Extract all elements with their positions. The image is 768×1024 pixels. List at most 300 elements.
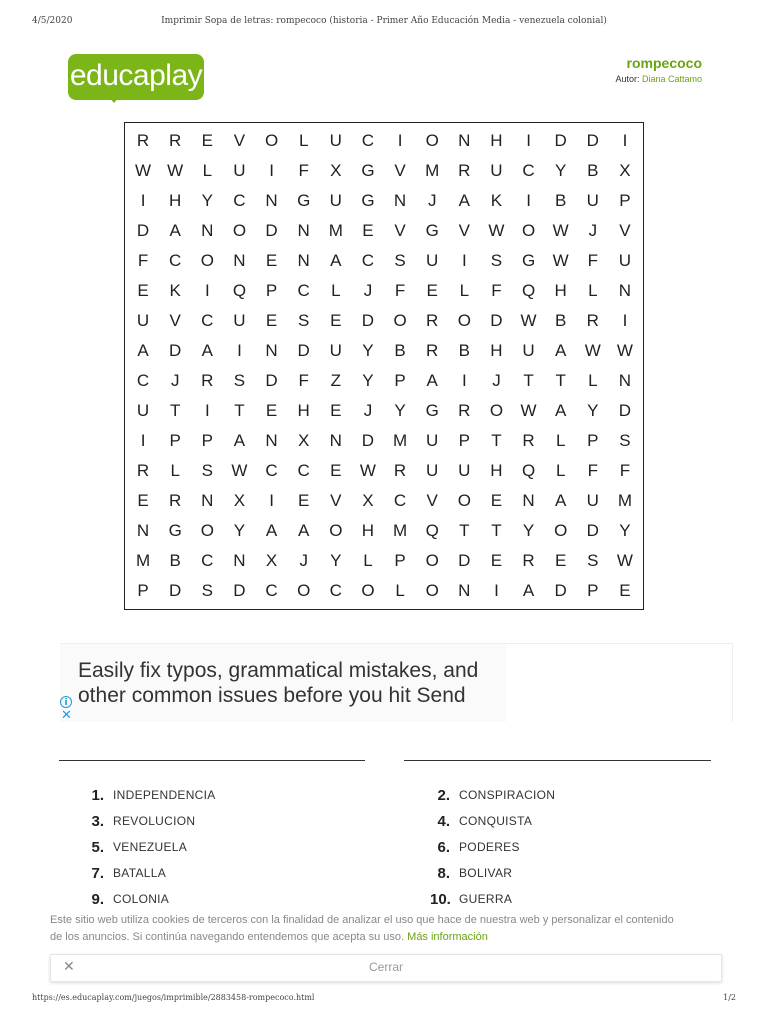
word-text: PODERES	[459, 840, 520, 854]
grid-cell: E	[137, 491, 149, 510]
grid-cell: R	[426, 341, 439, 360]
grid-cell: O	[361, 581, 375, 600]
grid-cell: Y	[362, 371, 374, 390]
grid-cell: H	[490, 461, 503, 480]
grid-cell: O	[457, 311, 471, 330]
cookie-close-label: Cerrar	[368, 960, 403, 974]
grid-cell: J	[299, 551, 308, 570]
cookie-close-button[interactable]	[50, 954, 722, 982]
grid-cell: B	[394, 341, 406, 360]
grid-cell: O	[457, 491, 471, 510]
grid-cell: W	[359, 461, 376, 480]
grid-cell: X	[233, 491, 246, 510]
grid-cell: B	[458, 341, 470, 360]
grid-cell: N	[522, 491, 535, 510]
grid-cell: W	[135, 161, 152, 180]
grid-cell: I	[526, 191, 531, 210]
grid-cell: T	[523, 371, 534, 390]
grid-cell: U	[136, 401, 150, 420]
grid-cell: T	[555, 371, 566, 390]
word-number: 4.	[437, 812, 450, 830]
grid-cell: D	[233, 581, 246, 600]
grid-cell: E	[330, 311, 342, 330]
grid-cell: D	[361, 311, 375, 330]
grid-cell: U	[522, 341, 535, 360]
grid-cell: T	[491, 431, 502, 450]
grid-cell: C	[136, 371, 150, 390]
grid-cell: A	[233, 431, 246, 450]
grid-cell: G	[425, 221, 439, 240]
grid-cell: D	[490, 311, 503, 330]
word-text: GUERRA	[459, 892, 513, 906]
grid-cell: L	[331, 281, 341, 300]
grid-cell: F	[587, 251, 598, 270]
grid-cell: T	[169, 401, 181, 420]
grid-cell: U	[426, 251, 439, 270]
grid-cell: D	[554, 581, 567, 600]
grid-cell: G	[361, 161, 375, 180]
grid-cell: Q	[521, 461, 536, 480]
grid-cell: V	[233, 131, 246, 150]
grid-cell: F	[587, 461, 598, 480]
grid-cell: S	[394, 251, 406, 270]
grid-cell: D	[136, 221, 150, 240]
grid-cell: O	[264, 131, 279, 150]
grid-cell: L	[202, 161, 213, 180]
grid-cell: I	[269, 161, 274, 180]
word-number: 2.	[437, 786, 450, 804]
grid-cell: E	[490, 551, 503, 570]
answer-line-right	[404, 760, 711, 761]
grid-cell: I	[622, 131, 628, 150]
grid-cell: P	[587, 431, 599, 450]
grid-cell: F	[298, 371, 309, 390]
grid-cell: T	[459, 521, 470, 540]
grid-cell: A	[265, 521, 278, 540]
word-list-item	[84, 808, 195, 834]
grid-cell: C	[393, 491, 407, 510]
grid-cell: G	[297, 191, 311, 210]
grid-cell: V	[169, 311, 181, 330]
grid-cell: V	[330, 491, 342, 510]
grid-cell: I	[140, 431, 146, 450]
grid-cell: X	[330, 161, 342, 180]
grid-cell: D	[169, 581, 182, 600]
print-url: https://es.educaplay.com/juegos/imprimible/2883458-rompecoco.html	[32, 993, 315, 1002]
grid-cell: H	[490, 341, 503, 360]
grid-cell: X	[298, 431, 310, 450]
grid-cell: M	[392, 431, 408, 450]
grid-cell: E	[265, 311, 278, 330]
close-icon[interactable]: ✕	[61, 708, 72, 722]
grid-cell: E	[265, 251, 278, 270]
grid-cell: O	[297, 581, 311, 600]
grid-cell: S	[201, 461, 213, 480]
grid-cell: C	[329, 581, 342, 600]
grid-cell: J	[492, 371, 501, 390]
word-text: INDEPENDENCIA	[113, 788, 216, 802]
grid-cell: N	[329, 431, 342, 450]
grid-cell: X	[362, 491, 374, 510]
grid-cell: C	[297, 281, 310, 300]
grid-cell: E	[555, 551, 567, 570]
grid-cell: B	[169, 551, 181, 570]
grid-cell: A	[555, 491, 567, 510]
grid-cell: P	[169, 431, 181, 450]
grid-cell: S	[490, 251, 503, 270]
game-author	[615, 74, 702, 84]
word-list-item	[430, 860, 512, 886]
ad-banner-blank	[506, 643, 733, 722]
author-label: Autor:	[615, 74, 640, 84]
grid-cell: D	[618, 401, 632, 420]
grid-cell: O	[393, 311, 407, 330]
grid-cell: Y	[555, 161, 567, 180]
grid-cell: E	[619, 581, 631, 600]
grid-cell: N	[618, 371, 632, 390]
grid-cell: O	[554, 521, 568, 540]
grid-cell: E	[330, 461, 342, 480]
grid-cell: X	[265, 551, 278, 570]
print-date: 4/5/2020	[32, 16, 73, 26]
grid-cell: W	[616, 551, 633, 570]
grid-cell: R	[426, 311, 439, 330]
grid-cell: U	[136, 311, 150, 330]
grid-cell: F	[394, 281, 406, 300]
grid-cell: R	[458, 161, 471, 180]
grid-cell: Y	[587, 401, 599, 420]
grid-cell: U	[233, 311, 246, 330]
word-text: VENEZUELA	[113, 840, 188, 854]
grid-cell: A	[555, 341, 567, 360]
grid-cell: W	[552, 251, 569, 270]
grid-cell: D	[586, 521, 599, 540]
grid-cell: B	[555, 191, 567, 210]
grid-cell: F	[137, 251, 149, 270]
grid-cell: I	[622, 311, 628, 330]
grid-cell: R	[522, 551, 535, 570]
grid-cell: I	[461, 251, 467, 270]
word-number: 7.	[91, 864, 104, 882]
grid-cell: L	[588, 281, 598, 300]
grid-cell: U	[586, 491, 599, 510]
grid-cell: E	[298, 491, 310, 510]
word-list-item	[430, 782, 555, 808]
grid-cell: F	[619, 461, 631, 480]
grid-cell: E	[426, 281, 438, 300]
grid-cell: L	[395, 581, 405, 600]
grid-cell: Y	[330, 551, 342, 570]
grid-cell: Q	[232, 281, 247, 300]
grid-cell: O	[200, 251, 214, 270]
grid-cell: J	[363, 401, 373, 420]
grid-cell: O	[425, 551, 439, 570]
cookie-notice	[50, 912, 680, 946]
grid-cell: C	[297, 461, 310, 480]
grid-cell: C	[201, 311, 214, 330]
grid-cell: H	[554, 281, 567, 300]
grid-cell: I	[204, 401, 210, 420]
grid-cell: O	[232, 221, 247, 240]
grid-cell: W	[584, 341, 601, 360]
grid-cell: O	[200, 521, 214, 540]
grid-cell: N	[297, 221, 310, 240]
grid-cell: X	[619, 161, 631, 180]
grid-cell: V	[394, 161, 406, 180]
grid-cell: N	[458, 131, 471, 150]
grid-cell: P	[458, 431, 470, 450]
grid-cell: I	[140, 191, 146, 210]
grid-cell: L	[588, 371, 598, 390]
grid-cell: R	[136, 131, 150, 150]
grid-cell: P	[587, 581, 599, 600]
grid-cell: G	[361, 191, 375, 210]
grid-cell: A	[201, 341, 213, 360]
grid-cell: U	[586, 191, 599, 210]
grid-cell: N	[297, 251, 310, 270]
word-number: 3.	[91, 812, 104, 830]
word-number: 10.	[430, 890, 451, 908]
grid-cell: R	[201, 371, 214, 390]
grid-cell: P	[201, 431, 213, 450]
word-number: 9.	[91, 890, 104, 908]
grid-cell: W	[616, 341, 633, 360]
grid-cell: L	[363, 551, 373, 570]
grid-cell: U	[426, 461, 439, 480]
grid-cell: O	[329, 521, 343, 540]
ad-banner[interactable]	[60, 643, 506, 722]
grid-cell: U	[618, 251, 632, 270]
logo-tail	[108, 96, 120, 103]
grid-cell: J	[427, 191, 437, 210]
grid-cell: M	[135, 551, 151, 570]
grid-cell: A	[426, 371, 438, 390]
game-title: rompecoco	[626, 55, 702, 71]
grid-cell: P	[619, 191, 631, 210]
grid-cell: E	[137, 281, 149, 300]
grid-cell: J	[363, 281, 373, 300]
grid-cell: C	[522, 161, 535, 180]
grid-cell: H	[490, 131, 503, 150]
grid-cell: S	[233, 371, 246, 390]
word-list-item	[84, 782, 216, 808]
grid-cell: W	[520, 311, 537, 330]
author-name[interactable]: Diana Cattamo	[641, 74, 702, 84]
grid-cell: S	[298, 311, 310, 330]
word-list-item	[430, 808, 532, 834]
ad-line-1: Easily fix typos, grammatical mistakes, and	[78, 659, 479, 682]
grid-cell: D	[586, 131, 599, 150]
word-list-item	[84, 860, 166, 886]
answer-line-left	[59, 760, 365, 761]
grid-cell: A	[458, 191, 470, 210]
grid-cell: C	[361, 131, 375, 150]
grid-cell: K	[169, 281, 181, 300]
educaplay-logo[interactable]: educaplay	[68, 54, 204, 100]
grid-cell: K	[490, 191, 503, 210]
grid-cell: F	[298, 161, 309, 180]
grid-cell: N	[265, 191, 278, 210]
print-footer	[32, 993, 736, 1005]
grid-cell: I	[461, 371, 467, 390]
grid-cell: H	[169, 191, 182, 210]
grid-cell: Y	[394, 401, 406, 420]
grid-cell: D	[458, 551, 471, 570]
ad-text[interactable]	[78, 658, 506, 708]
grid-cell: I	[397, 131, 403, 150]
grid-cell: V	[426, 491, 438, 510]
word-text: CONQUISTA	[459, 814, 533, 828]
grid-cell: O	[425, 131, 439, 150]
grid-cell: Q	[425, 521, 439, 540]
print-title: Imprimir Sopa de letras: rompecoco (historia - Primer Año Educación Media - venezuela colonial)	[161, 16, 607, 26]
ad-line-2: other common issues before you hit Send	[78, 684, 466, 707]
grid-cell: M	[392, 521, 408, 540]
grid-cell: L	[555, 461, 566, 480]
grid-cell: V	[619, 221, 631, 240]
grid-cell: B	[587, 161, 599, 180]
grid-cell: R	[586, 311, 599, 330]
word-list-item	[430, 834, 520, 860]
grid-cell: D	[554, 131, 567, 150]
grid-cell: N	[201, 491, 214, 510]
word-list-item	[430, 886, 512, 912]
grid-cell: T	[234, 401, 245, 420]
word-number: 6.	[437, 838, 450, 856]
more-info-link[interactable]: Más información	[407, 931, 488, 943]
grid-cell: U	[426, 431, 439, 450]
grid-cell: B	[555, 311, 567, 330]
grid-cell: Y	[362, 341, 374, 360]
grid-cell: R	[169, 131, 182, 150]
word-text: BATALLA	[113, 866, 167, 880]
grid-cell: E	[362, 221, 374, 240]
grid-cell: W	[488, 221, 505, 240]
grid-cell: L	[298, 131, 309, 150]
grid-cell: O	[425, 581, 439, 600]
grid-cell: I	[237, 341, 242, 360]
grid-cell: A	[169, 221, 181, 240]
grid-cell: D	[169, 341, 182, 360]
grid-cell: W	[552, 221, 569, 240]
grid-cell: E	[330, 401, 342, 420]
grid-cell: N	[393, 191, 407, 210]
grid-cell: D	[297, 341, 310, 360]
grid-cell: J	[588, 221, 598, 240]
grid-cell: D	[265, 221, 278, 240]
word-number: 1.	[91, 786, 104, 804]
grid-cell: P	[394, 551, 406, 570]
grid-cell: J	[170, 371, 180, 390]
grid-cell: N	[136, 521, 150, 540]
grid-cell: Y	[201, 191, 213, 210]
grid-cell: N	[201, 221, 214, 240]
grid-cell: U	[233, 161, 246, 180]
grid-cell: Y	[233, 521, 246, 540]
close-icon[interactable]: ✕	[63, 959, 75, 975]
grid-cell: N	[618, 281, 632, 300]
grid-cell: U	[329, 341, 342, 360]
grid-cell: N	[233, 551, 246, 570]
grid-cell: L	[459, 281, 470, 300]
grid-cell: U	[490, 161, 503, 180]
info-icon[interactable]: i	[60, 696, 72, 708]
grid-cell: U	[329, 191, 342, 210]
grid-cell: C	[201, 551, 214, 570]
grid-cell: D	[361, 431, 375, 450]
grid-cell: E	[201, 131, 213, 150]
grid-cell: D	[265, 371, 278, 390]
grid-cell: A	[298, 521, 310, 540]
grid-cell: L	[555, 431, 566, 450]
grid-cell: M	[328, 221, 343, 240]
grid-cell: O	[489, 401, 504, 420]
word-search-grid	[124, 122, 644, 610]
grid-cell: A	[522, 581, 535, 600]
grid-cell: M	[425, 161, 440, 180]
grid-cell: P	[137, 581, 149, 600]
grid-cell: N	[458, 581, 471, 600]
word-text: REVOLUCION	[113, 814, 196, 828]
word-number: 5.	[91, 838, 104, 856]
grid-cell: N	[265, 341, 278, 360]
word-number: 8.	[437, 864, 450, 882]
grid-cell: C	[265, 581, 278, 600]
grid-cell: R	[458, 401, 471, 420]
grid-cell: R	[136, 461, 150, 480]
grid-cell: R	[393, 461, 407, 480]
grid-cell: T	[491, 521, 502, 540]
grid-cell: R	[522, 431, 535, 450]
grid-cell: I	[494, 581, 499, 600]
grid-cell: W	[167, 161, 184, 180]
grid-cell: U	[458, 461, 471, 480]
grid-cell: G	[168, 521, 182, 540]
grid-cell: N	[265, 431, 278, 450]
grid-cell: C	[361, 251, 375, 270]
print-header	[32, 16, 736, 30]
grid-cell: S	[587, 551, 599, 570]
grid-cell: G	[521, 251, 536, 270]
grid-cell: H	[297, 401, 310, 420]
grid-cell: V	[394, 221, 406, 240]
word-text: COLONIA	[113, 892, 170, 906]
print-page-number: 1/2	[723, 993, 736, 1002]
grid-cell: A	[330, 251, 342, 270]
grid-cell: C	[265, 461, 278, 480]
word-list-item	[84, 834, 187, 860]
grid-cell: G	[425, 401, 439, 420]
grid-cell: E	[265, 401, 278, 420]
grid-cell: V	[458, 221, 470, 240]
grid-cell: E	[490, 491, 503, 510]
grid-cell: U	[329, 131, 342, 150]
cookie-text: Este sitio web utiliza cookies de terceros con la finalidad de analizar el uso que hace de nuestra web y personalizar el contenido de los anuncios. Si continúa navegando entendemos que acepta su uso.	[50, 914, 674, 943]
grid-cell: Y	[522, 521, 535, 540]
grid-cell: Y	[619, 521, 631, 540]
grid-cell: A	[555, 401, 567, 420]
grid-cell: P	[394, 371, 406, 390]
word-text: BOLIVAR	[459, 866, 513, 880]
grid-cell: C	[233, 191, 246, 210]
grid-cell: I	[269, 491, 274, 510]
word-list-item	[84, 886, 169, 912]
grid-cell: I	[204, 281, 210, 300]
grid-cell: O	[521, 221, 536, 240]
grid-cell: L	[170, 461, 180, 480]
grid-cell: R	[169, 491, 182, 510]
grid-cell: W	[520, 401, 537, 420]
